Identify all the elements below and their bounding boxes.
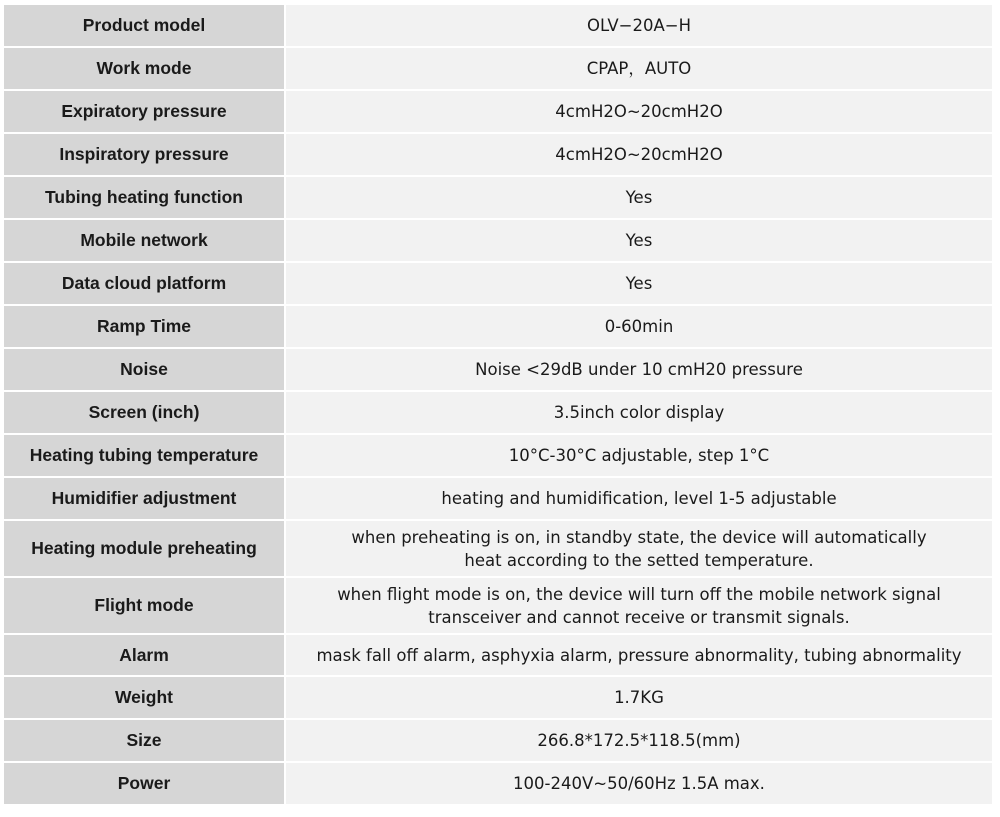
spec-label: Inspiratory pressure [4,134,284,175]
spec-value [284,177,992,218]
spec-label: Tubing heating function [4,177,284,218]
spec-value-line: Noise <29dB under 10 cmH20 pressure [475,360,803,379]
spec-table [4,5,992,804]
spec-value-line: transceiver and cannot receive or transmit signals. [428,607,850,627]
spec-value-line: heating and humidification, level 1-5 adjustable [441,489,837,508]
spec-value-line: 3.5inch color display [553,403,725,422]
spec-value [284,435,992,476]
spec-value-line: when flight mode is on, the device will turn off the mobile network signal [337,584,941,604]
spec-value [284,677,992,718]
spec-value-line: heat according to the setted temperature. [464,550,814,570]
spec-value [284,720,992,761]
spec-value-line: Yes [625,188,653,207]
spec-label: Work mode [4,48,284,89]
spec-value [284,478,992,519]
spec-label: Screen (inch) [4,392,284,433]
spec-value [284,306,992,347]
spec-label: Heating tubing temperature [4,435,284,476]
spec-value-line: 266.8*172.5*118.5(mm) [537,731,741,750]
spec-value [284,220,992,261]
spec-value-line: Yes [625,274,653,293]
spec-value-line: CPAP，AUTO [586,59,692,78]
spec-value-line: mask fall off alarm, asphyxia alarm, pressure abnormality, tubing abnormality [316,645,962,665]
spec-value [284,48,992,89]
spec-label: Humidifier adjustment [4,478,284,519]
spec-value [284,521,992,576]
spec-label: Weight [4,677,284,718]
spec-value-line: 0-60min [604,317,674,336]
spec-value-line: 4cmH2O~20cmH2O [555,102,723,121]
spec-value [284,578,992,633]
spec-value [284,5,992,46]
spec-value [284,263,992,304]
spec-label: Power [4,763,284,804]
spec-label: Mobile network [4,220,284,261]
spec-value [284,134,992,175]
spec-label: Alarm [4,635,284,675]
spec-value-line: 4cmH2O~20cmH2O [555,145,723,164]
spec-label: Expiratory pressure [4,91,284,132]
spec-value-line: when preheating is on, in standby state, the device will automatically [351,527,927,547]
spec-label: Noise [4,349,284,390]
spec-label: Ramp Time [4,306,284,347]
spec-label: Data cloud platform [4,263,284,304]
spec-label: Flight mode [4,578,284,633]
spec-value-line: 10°C-30°C adjustable, step 1°C [508,446,770,465]
spec-label: Heating module preheating [4,521,284,576]
spec-value-line: OLV−20A−H [587,16,691,35]
spec-value [284,392,992,433]
spec-value [284,349,992,390]
spec-label: Size [4,720,284,761]
spec-value [284,635,992,675]
spec-value-line: 100-240V~50/60Hz 1.5A max. [513,774,765,793]
spec-label: Product model [4,5,284,46]
spec-value-line: 1.7KG [614,688,664,707]
spec-value [284,91,992,132]
spec-value-line: Yes [625,231,653,250]
spec-value [284,763,992,804]
